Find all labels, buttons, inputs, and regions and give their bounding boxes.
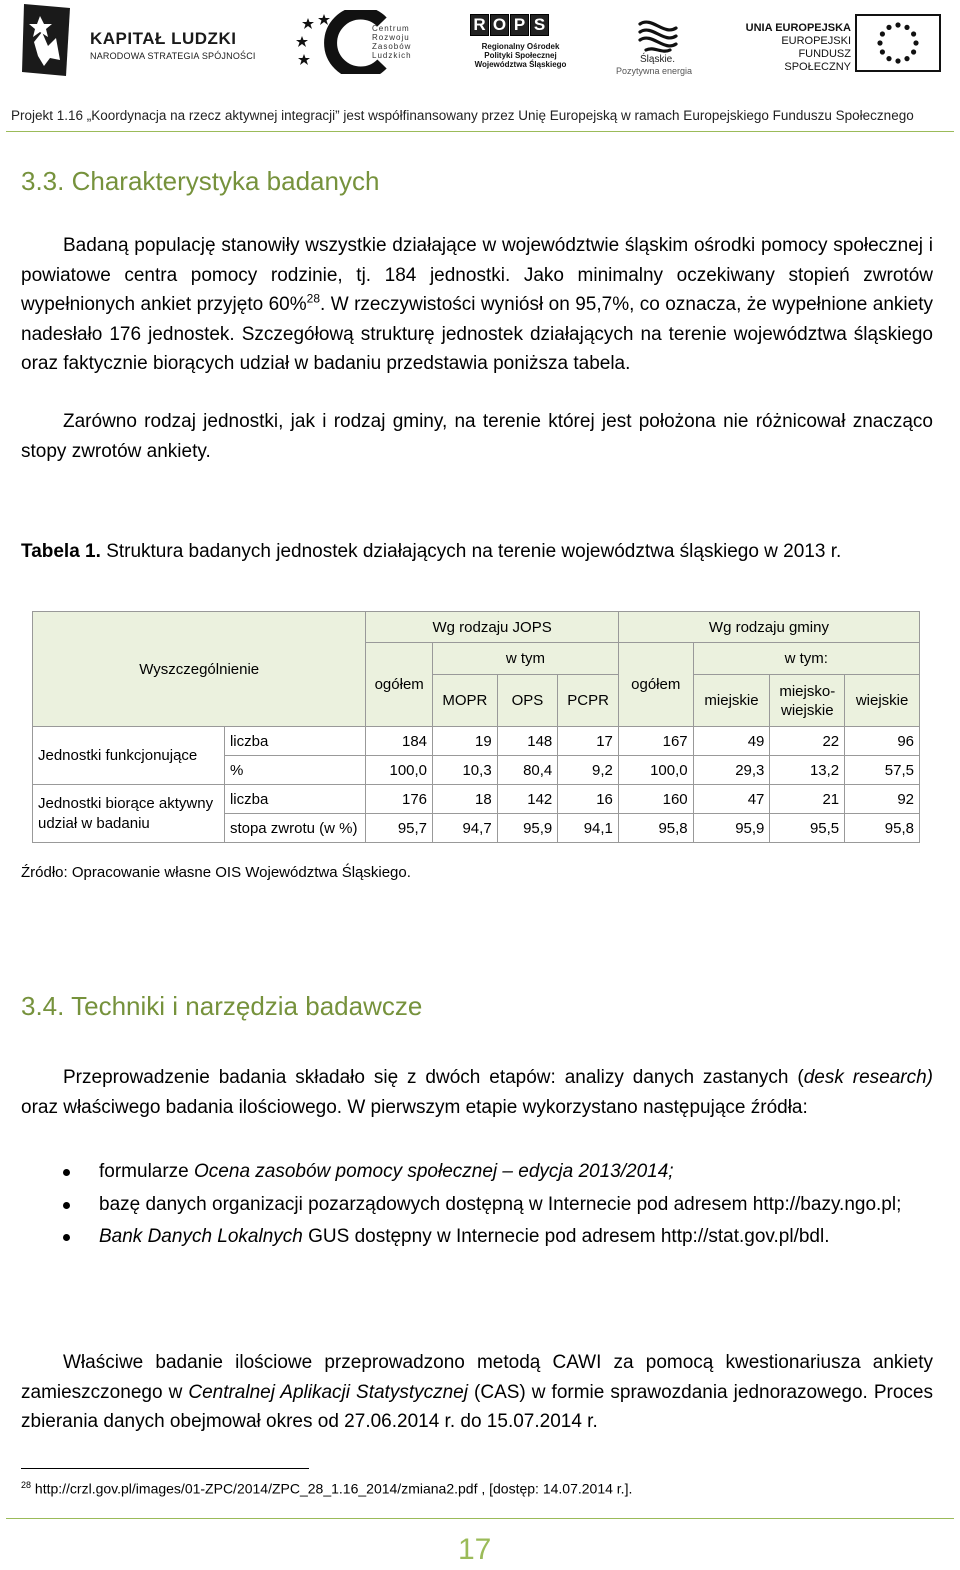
header-wiejskie: wiejskie xyxy=(845,675,920,727)
table-cell: 47 xyxy=(693,785,770,814)
crzl-line: Zasobów xyxy=(372,42,412,51)
footnote-ref[interactable]: 28 xyxy=(306,291,320,306)
table-cell: 142 xyxy=(497,785,558,814)
crzl-line: Centrum xyxy=(372,24,410,33)
table-caption xyxy=(21,537,921,567)
paragraph-text: Przeprowadzenie badania składało się z dwóch etapów: analizy danych zastanych ( xyxy=(63,1067,804,1088)
list-item xyxy=(21,1222,933,1252)
table-cell: 160 xyxy=(618,785,693,814)
list-item xyxy=(21,1190,933,1220)
header-miejskie: miejskie xyxy=(693,675,770,727)
paragraph-text: Zarówno rodzaj jednostki, jak i rodzaj gminy, na terenie której jest położona nie różnicował znacząco stopy zwrotów ankiety. xyxy=(21,411,933,462)
table-cell: 13,2 xyxy=(770,756,845,785)
paragraph-text: . W rzeczywistości wyniósł on 95,7%, co oznacza, że wypełnione ankiety nadesłało 176 jednostek. Szczegółową strukturę jednostek działających na terenie województwa śląskiego oraz faktycznie biorących udział w badaniu przedstawia poniższa tabela. xyxy=(21,294,933,374)
table-cell: 92 xyxy=(845,785,920,814)
row-group-label: Jednostki funkcjonujące xyxy=(33,727,225,785)
crzl-line: Ludzkich xyxy=(372,51,412,60)
crzl-text xyxy=(372,24,412,60)
table-cell: 49 xyxy=(693,727,770,756)
rops-letter: P xyxy=(510,14,529,36)
table-cell: 18 xyxy=(433,785,498,814)
paragraph-text: Właściwe badanie ilościowe przeprowadzono metodą CAWI za pomocą kwestionariusza ankiety zamieszczonego w xyxy=(21,1352,933,1403)
sources-list xyxy=(21,1157,933,1255)
kapital-ludzki-emblem-icon xyxy=(20,2,76,80)
table-cell: 22 xyxy=(770,727,845,756)
table-cell: 16 xyxy=(558,785,619,814)
rops-line: Regionalny Ośrodek xyxy=(481,42,560,51)
rops-letter: R xyxy=(470,14,489,36)
ue-logo xyxy=(733,14,943,74)
paragraph-text: oraz właściwego badania ilościowego. W pierwszym etapie wykorzystano następujące źródła: xyxy=(21,1096,808,1118)
table-header-row xyxy=(33,612,920,643)
header-w-tym-gmina: w tym: xyxy=(693,643,919,675)
table-cell: 184 xyxy=(366,727,433,756)
section-heading-3-4: 3.4. Techniki i narzędzia badawcze xyxy=(21,991,423,1021)
paragraph-population xyxy=(21,231,933,379)
table-cell: 94,1 xyxy=(558,814,619,843)
table-cell: 19 xyxy=(433,727,498,756)
page-number: 17 xyxy=(458,1533,492,1566)
table-cell: 96 xyxy=(845,727,920,756)
bullet-icon xyxy=(63,1234,70,1241)
section-heading-3-3: 3.3. Charakterystyka badanych xyxy=(21,166,380,196)
footnote-number: 28 xyxy=(21,1480,32,1490)
ue-line: EUROPEJSKI xyxy=(781,35,851,47)
crzl-line: Rozwoju xyxy=(372,33,410,42)
row-label: % xyxy=(224,756,365,785)
row-label: liczba xyxy=(224,727,365,756)
header-ogolem-gmina: ogółem xyxy=(618,643,693,727)
slaskie-logo xyxy=(612,10,702,80)
table-caption-label: Tabela 1. xyxy=(21,541,101,562)
table-cell: 57,5 xyxy=(845,756,920,785)
row-label: stopa zwrotu (w %) xyxy=(224,814,365,843)
paragraph-stages xyxy=(21,1063,933,1122)
header-ops: OPS xyxy=(497,675,558,727)
table-cell: 148 xyxy=(497,727,558,756)
data-table xyxy=(32,611,920,843)
ue-text xyxy=(733,22,851,74)
table-cell: 95,9 xyxy=(693,814,770,843)
header-miejsko-line: miejsko- xyxy=(779,682,836,700)
paragraph-differences xyxy=(21,407,933,466)
bullet-icon xyxy=(63,1169,70,1176)
table-cell: 95,8 xyxy=(845,814,920,843)
footnote-text[interactable]: http://crzl.gov.pl/images/01-ZPC/2014/ZPC_28_1.16_2014/zmiana2.pdf , [dostęp: 14.07.2014 r.]. xyxy=(31,1480,633,1497)
list-item xyxy=(21,1157,933,1187)
paragraph-text: Badaną populację stanowiły wszystkie działające w województwie śląskim ośrodki pomocy społecznej i powiatowe centra pomocy rodzinie, tj. 184 jednostki. Jako minimalny oczekiwany stopień zwrotów wypełnionych ankiet przyjęto 60% xyxy=(21,235,933,315)
header-divider xyxy=(6,131,954,132)
table-cell: 94,7 xyxy=(433,814,498,843)
list-item-italic: Ocena zasobów pomocy społecznej – edycja 2013/2014; xyxy=(194,1161,674,1182)
header-miejsko-line: wiejskie xyxy=(781,701,834,719)
row-group-label: Jednostki biorące aktywny udział w badaniu xyxy=(33,785,225,843)
footer-divider xyxy=(6,1518,954,1519)
list-item-text: GUS dostępny w Internecie pod adresem http://stat.gov.pl/bdl. xyxy=(302,1226,830,1247)
table-cell: 167 xyxy=(618,727,693,756)
table-cell: 9,2 xyxy=(558,756,619,785)
table-cell: 100,0 xyxy=(618,756,693,785)
kapital-ludzki-title: KAPITAŁ LUDZKI xyxy=(90,29,237,48)
table-cell: 10,3 xyxy=(433,756,498,785)
rops-logo xyxy=(458,14,583,76)
table-cell: 21 xyxy=(770,785,845,814)
ue-line: UNIA EUROPEJSKA xyxy=(745,22,851,34)
rops-line: Województwa Śląskiego xyxy=(474,60,567,69)
header-ogolem-jops: ogółem xyxy=(366,643,433,727)
header-gmina: Wg rodzaju gminy xyxy=(618,612,919,643)
kapital-ludzki-subtitle: NARODOWA STRATEGIA SPÓJNOŚCI xyxy=(90,51,256,61)
table-cell: 17 xyxy=(558,727,619,756)
table-row xyxy=(33,727,920,756)
rops-letter: S xyxy=(530,14,549,36)
header-jops: Wg rodzaju JOPS xyxy=(366,612,619,643)
header-w-tym: w tym xyxy=(433,643,619,675)
rops-letter: O xyxy=(490,14,509,36)
row-label: liczba xyxy=(224,785,365,814)
header-wyszczegolnienie: Wyszczególnienie xyxy=(33,612,366,727)
footnote-divider xyxy=(21,1468,309,1469)
paragraph-italic: Centralnej Aplikacji Statystycznej xyxy=(188,1381,468,1403)
kapital-ludzki-logo xyxy=(20,2,270,80)
paragraph-italic: desk research) xyxy=(803,1067,933,1088)
paragraph-text: (CAS) w formie sprawozdania jednorazowego. Proces zbierania danych obejmował okres od 27.06.2014 r. do 15.07.2014 r. xyxy=(21,1381,933,1432)
slaskie-emblem-icon xyxy=(634,10,680,56)
paragraph-cawi xyxy=(21,1348,933,1437)
table-cell: 29,3 xyxy=(693,756,770,785)
eu-flag-icon xyxy=(855,14,941,72)
rops-subtitle xyxy=(458,42,583,69)
rops-line: Polityki Społecznej xyxy=(484,51,557,60)
table-caption-text: Struktura badanych jednostek działających na terenie województwa śląskiego w 2013 r. xyxy=(106,541,842,562)
crzl-logo xyxy=(296,10,426,75)
table-cell: 80,4 xyxy=(497,756,558,785)
table-cell: 176 xyxy=(366,785,433,814)
slaskie-name: Śląskie. xyxy=(640,54,676,65)
list-item-text: formularze xyxy=(99,1161,195,1182)
table-cell: 95,8 xyxy=(618,814,693,843)
header-mopr: MOPR xyxy=(433,675,498,727)
logo-bar xyxy=(0,0,960,95)
header-pcpr: PCPR xyxy=(558,675,619,727)
slaskie-tagline: Pozytywna energia xyxy=(616,66,693,76)
table-source: Źródło: Opracowanie własne OIS Województwa Śląskiego. xyxy=(21,864,411,881)
list-item-italic: Bank Danych Lokalnych xyxy=(99,1226,303,1247)
table-row xyxy=(33,785,920,814)
table-cell: 95,7 xyxy=(366,814,433,843)
bullet-icon xyxy=(63,1202,70,1209)
ue-line: FUNDUSZ SPOŁECZNY xyxy=(784,48,851,73)
footnote xyxy=(21,1480,632,1497)
table-cell: 95,9 xyxy=(497,814,558,843)
project-line: Projekt 1.16 „Koordynacja na rzecz aktywnej integracji” jest współfinansowany przez Unię Europejską w ramach Europejskiego Funduszu Społecznego xyxy=(11,108,914,123)
header-miejsko-wiejskie xyxy=(770,675,845,727)
table-cell: 95,5 xyxy=(770,814,845,843)
table-cell: 100,0 xyxy=(366,756,433,785)
list-item-text: bazę danych organizacji pozarządowych dostępną w Internecie pod adresem http://bazy.ngo.pl; xyxy=(99,1193,902,1215)
